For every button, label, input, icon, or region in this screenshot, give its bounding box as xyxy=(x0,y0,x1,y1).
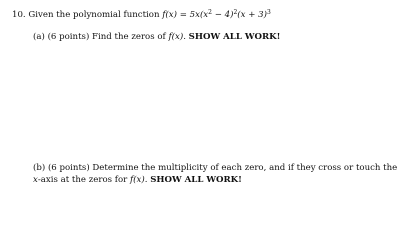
formula-part-3: (x + 3) xyxy=(237,10,267,20)
exponent-2b: 2 xyxy=(233,9,238,16)
part-b-points: (6 points) xyxy=(47,163,90,173)
formula-part-2: − 4) xyxy=(211,10,234,20)
part-a xyxy=(33,32,280,43)
part-b-function: f(x) xyxy=(129,175,145,185)
part-b-text-1: Determine the multiplicity of each zero, and if they cross or touch the xyxy=(92,163,397,173)
function-name: f(x) xyxy=(162,10,177,20)
part-b-axis-var: x xyxy=(33,175,38,185)
part-b-emphasis: SHOW ALL WORK! xyxy=(150,175,242,185)
question-number: 10. xyxy=(12,10,26,20)
part-b-text-2: -axis at the zeros for xyxy=(37,175,128,185)
part-b-period: . xyxy=(144,175,148,185)
question-stem xyxy=(12,10,271,21)
part-a-emphasis: SHOW ALL WORK! xyxy=(188,32,281,42)
equals-sign: = xyxy=(179,10,187,20)
part-a-period: . xyxy=(183,32,186,42)
part-b-line-1 xyxy=(33,163,397,174)
exponent-2: 2 xyxy=(208,9,212,16)
part-a-function: f(x) xyxy=(168,32,184,42)
question-text: Given the polynomial function xyxy=(28,10,160,20)
part-a-label: (a) xyxy=(33,32,45,42)
part-a-points: (6 points) xyxy=(47,32,90,42)
part-a-text: Find the zeros of xyxy=(92,32,166,42)
formula-part-1: 5x(x xyxy=(189,10,209,20)
part-b-label: (b) xyxy=(33,163,46,173)
part-b-line-2 xyxy=(33,175,242,186)
exponent-3: 3 xyxy=(266,9,271,16)
